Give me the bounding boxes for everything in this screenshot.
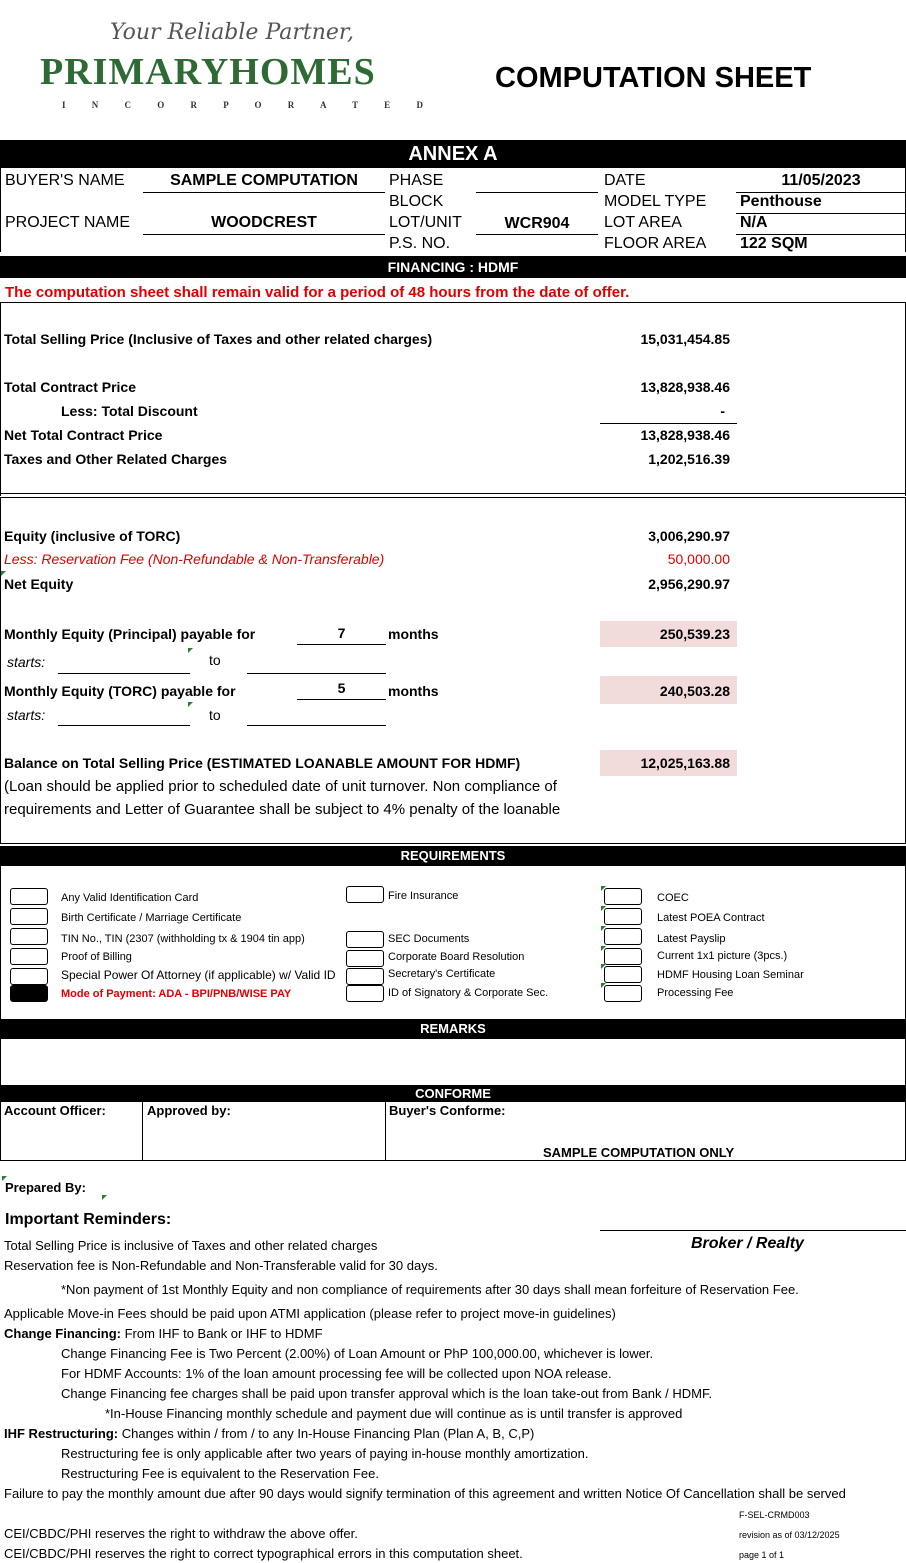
req-checkbox-seminar[interactable] [604,966,642,983]
reminder-line [4,1426,534,1441]
model-label: MODEL TYPE [604,193,707,210]
req-item: SEC Documents [388,933,470,945]
equity-label: Equity (inclusive of TORC) [4,528,181,544]
date-value: 11/05/2023 [781,172,861,189]
starts-label-2: starts: [7,707,46,723]
req-checkbox-spa[interactable] [10,968,48,985]
lot-label: LOT/UNIT [389,214,462,231]
principal-label: Monthly Equity (Principal) payable for [4,626,256,642]
torc-months-word: months [388,683,439,699]
net-equity-label: Net Equity [4,576,74,592]
req-checkbox-signatory[interactable] [346,985,384,1002]
balance-value: 12,025,163.88 [640,755,730,771]
req-checkbox-birth[interactable] [10,908,48,925]
req-checkbox-sec[interactable] [346,931,384,948]
req-item: Latest Payslip [657,933,726,945]
loan-note-2: requirements and Letter of Guarantee shall be subject to 4% penalty of the loanable [4,801,561,818]
logo [40,18,435,118]
reminder-bold: IHF Restructuring: [4,1426,119,1441]
torc-amount: 240,503.28 [659,683,730,699]
ntcp-value: 13,828,938.46 [640,427,730,443]
revision-text: revision as of 03/12/2025 [739,1530,840,1540]
discount-label: Less: Total Discount [61,403,198,419]
req-checkbox-coec[interactable] [604,888,642,905]
req-checkbox-picture[interactable] [604,948,642,965]
logo-tagline: Your Reliable Partner, [110,20,355,45]
tcp-label: Total Contract Price [4,379,136,395]
lot-value: WCR904 [504,215,570,232]
req-item: Current 1x1 picture (3pcs.) [657,950,788,962]
reminder-line: Reservation fee is Non-Refundable and Non-Transferable valid for 30 days. [4,1258,438,1273]
req-item: Latest POEA Contract [657,912,765,924]
req-item: TIN No., TIN (2307 (withholding tx & 1904 tin app) [61,933,305,945]
to-field-1[interactable] [247,673,386,674]
req-checkbox-secretary[interactable] [346,968,384,985]
floor-area-value: 122 SQM [740,235,808,252]
req-checkbox-payment[interactable] [10,985,48,1002]
cell-comment-marker [102,1195,107,1200]
reminder-line: Change Financing Fee is Two Percent (2.00%) of Loan Amount or PhP 100,000.00, whichever is lower. [61,1346,654,1361]
req-checkbox-board[interactable] [346,950,384,967]
req-checkbox-fire[interactable] [346,886,384,903]
project-name: WOODCREST [211,214,317,231]
req-item: HDMF Housing Loan Seminar [657,969,804,981]
req-item: Secretary's Certificate [388,968,496,980]
tcp-value: 13,828,938.46 [640,379,730,395]
tsp-label: Total Selling Price (Inclusive of Taxes and other related charges) [4,331,433,347]
remarks-title: REMARKS [420,1021,486,1036]
approved-by-label: Approved by: [147,1103,231,1118]
principal-months: 7 [337,625,346,641]
starts-field-1[interactable] [58,673,190,674]
req-item: Birth Certificate / Marriage Certificate [61,912,242,924]
to-field-2[interactable] [247,725,386,726]
reservation-label: Less: Reservation Fee (Non-Refundable & Non-Transferable) [4,551,385,567]
remarks-bar [0,1019,906,1039]
buyer-label: BUYER'S NAME [5,172,125,189]
req-item: Special Power Of Attorney (if applicable) w/ Valid ID [61,968,336,982]
reminder-line: Change Financing fee charges shall be paid upon transfer approval which is the loan take-out from Bank / HDMF. [61,1386,713,1401]
req-item: Processing Fee [657,987,734,999]
reminder-line: Restructuring fee is only applicable after two years of paying in-house monthly amortization. [61,1446,589,1461]
req-item: Any Valid Identification Card [61,892,199,904]
project-label: PROJECT NAME [5,214,131,231]
loan-note-1: (Loan should be applied prior to scheduled date of unit turnover. Non compliance of [4,778,557,795]
broker-signature-line [600,1230,906,1231]
reminder-text: From IHF to Bank or IHF to HDMF [121,1326,323,1341]
req-item: COEC [657,892,689,904]
taxes-label: Taxes and Other Related Charges [4,451,228,467]
net-equity-value: 2,956,290.97 [648,576,730,592]
account-officer-label: Account Officer: [4,1103,106,1118]
req-checkbox-tin[interactable] [10,928,48,945]
cell-comment-marker [188,648,193,653]
req-item: Proof of Billing [61,951,132,963]
req-checkbox-payslip[interactable] [604,928,642,945]
starts-label-1: starts: [7,654,46,670]
buyer-name: SAMPLE COMPUTATION [170,172,358,189]
lot-area-value: N/A [740,214,768,231]
remarks-field[interactable] [1,1039,905,1083]
annex-bar [0,140,906,168]
phase-label: PHASE [389,172,444,189]
req-checkbox-processing[interactable] [604,985,642,1002]
req-checkbox-poea[interactable] [604,908,642,925]
prepared-by-label: Prepared By: [5,1180,86,1195]
reservation-value: 50,000.00 [667,551,730,567]
page-number: page 1 of 1 [739,1550,785,1560]
req-item: Corporate Board Resolution [388,951,525,963]
principal-months-word: months [388,626,439,642]
torc-label: Monthly Equity (TORC) payable for [4,683,236,699]
ps-label: P.S. NO. [389,235,451,252]
req-checkbox-billing[interactable] [10,948,48,965]
principal-amount: 250,539.23 [659,626,730,642]
reminder-line: Restructuring Fee is equivalent to the Reservation Fee. [61,1466,379,1481]
starts-field-2[interactable] [58,725,190,726]
ntcp-label: Net Total Contract Price [4,427,163,443]
date-label: DATE [604,172,646,189]
cell-comment-marker [188,702,193,707]
reminder-line: Total Selling Price is inclusive of Taxes and other related charges [4,1238,378,1253]
block-label: BLOCK [389,193,444,210]
page-title: COMPUTATION SHEET [495,62,812,94]
annex-title: ANNEX A [408,143,498,165]
reminder-bold: Change Financing: [4,1326,121,1341]
torc-months: 5 [337,680,346,696]
discount-value: - [720,403,725,419]
req-checkbox-id[interactable] [10,888,48,905]
reminder-line: *Non payment of 1st Monthly Equity and non compliance of requirements after 30 days shall mean forfeiture of Reservation Fee. [61,1282,799,1297]
requirements-title: REQUIREMENTS [400,848,506,863]
financing-title: FINANCING : HDMF [387,259,519,275]
to-label-2: to [209,707,221,723]
conforme-title: CONFORME [415,1086,491,1101]
buyer-conforme-label: Buyer's Conforme: [389,1103,506,1118]
reminder-line: CEI/CBDC/PHI reserves the right to withdraw the above offer. [4,1526,358,1541]
reminders-title: Important Reminders: [5,1211,172,1228]
reminder-text: Changes within / from / to any In-House Financing Plan (Plan A, B, C,P) [118,1426,535,1441]
req-item: ID of Signatory & Corporate Sec. [388,987,549,999]
reminder-line: CEI/CBDC/PHI reserves the right to correct typographical errors in this computation sheet. [4,1546,523,1561]
taxes-value: 1,202,516.39 [648,451,730,467]
equity-value: 3,006,290.97 [648,528,730,544]
logo-company: PRIMARYHOMES [40,51,376,93]
sample-only-text: SAMPLE COMPUTATION ONLY [543,1145,735,1160]
financing-bar [0,256,906,278]
requirements-bar [0,846,906,866]
form-code: F-SEL-CRMD003 [739,1510,810,1520]
reminder-line: For HDMF Accounts: 1% of the loan amount processing fee will be collected upon NOA release. [61,1366,612,1381]
logo-company-sub: I N C O R P O R A T E D [62,100,435,110]
tsp-value: 15,031,454.85 [640,331,730,347]
req-item-payment: Mode of Payment: ADA - BPI/PNB/WISE PAY [61,988,292,1000]
lot-area-label: LOT AREA [604,214,682,231]
reminder-line: Failure to pay the monthly amount due after 90 days would signify termination of this agreement and written Notice Of Cancellation shall be served [4,1486,846,1501]
floor-area-label: FLOOR AREA [604,235,707,252]
broker-label: Broker / Realty [691,1235,804,1252]
balance-label: Balance on Total Selling Price (ESTIMATED LOANABLE AMOUNT FOR HDMF) [4,755,521,771]
req-item: Fire Insurance [388,890,459,902]
reminder-line [4,1326,323,1341]
to-label-1: to [209,652,221,668]
reminder-line: *In-House Financing monthly schedule and payment due will continue as is until transfer is approved [105,1406,683,1421]
reminder-line: Applicable Move-in Fees should be paid upon ATMI application (please refer to project move-in guidelines) [4,1306,616,1321]
conforme-bar [0,1085,906,1102]
validity-note: The computation sheet shall remain valid for a period of 48 hours from the date of offer. [5,284,630,301]
model-value: Penthouse [740,193,822,210]
